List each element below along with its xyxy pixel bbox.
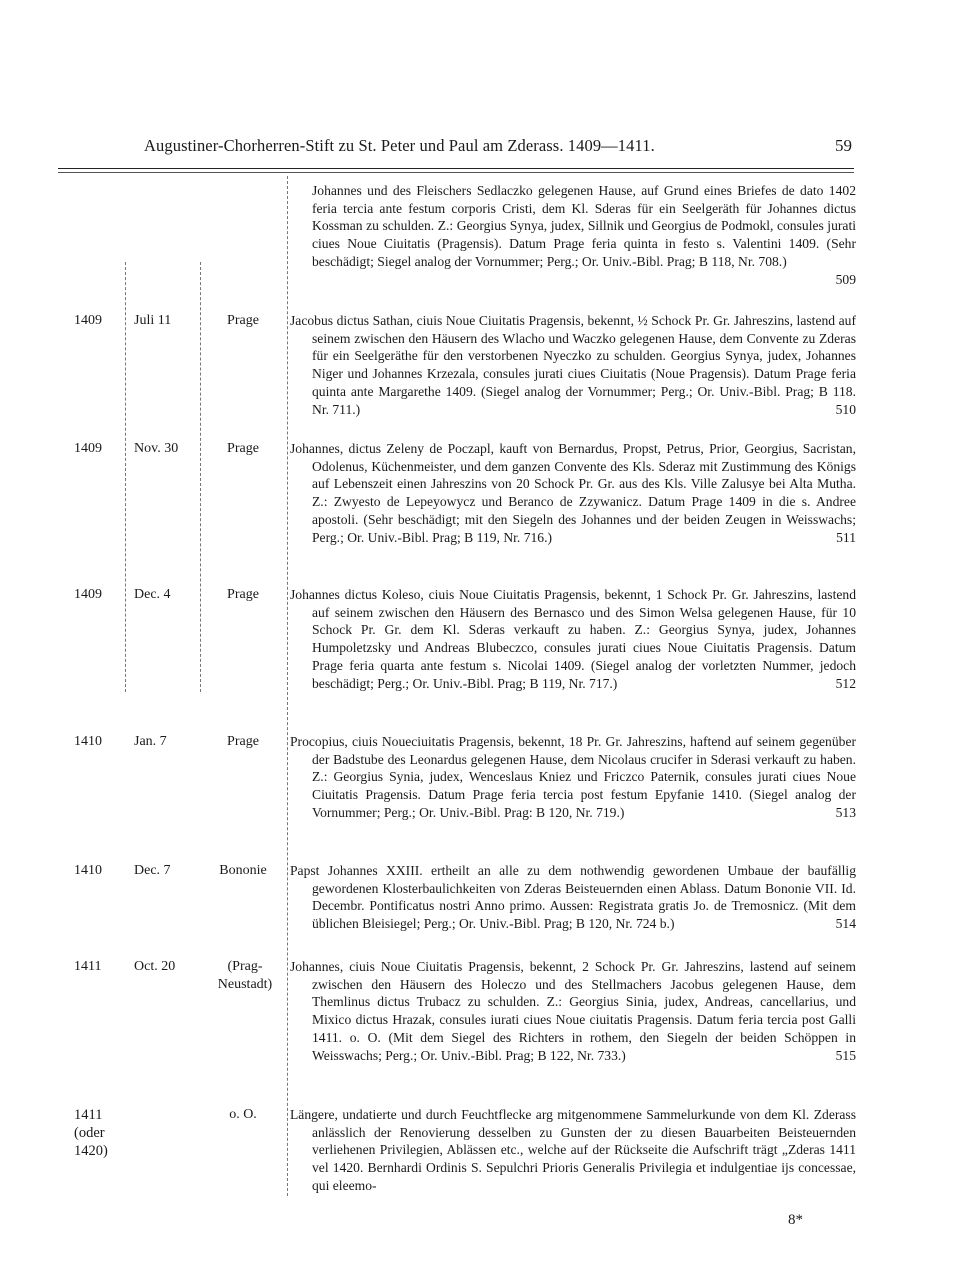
entry-place: Prage [227, 734, 259, 749]
entry-place: Bononie [219, 863, 267, 878]
entry-text: Johannes dictus Koleso, ciuis Noue Ciuitatis Pragensis, bekennt, 1 Schock Pr. Gr. Jahreszins, lastend auf seinem zwischen den Häusern des Bernasco und des Simon Welsa gelegenen Hause, für 10 Schock Pr. Gr. dem Kl. Sderas verkauft zu haben. Z.: Georgius Synya, judex, Johannes Humpoletzsky und Andreas Blubeczco, consules jurati ciues Noue Ciuitatis Pragensis. Datum Prage feria quarta ante festum s. Nicolai 1409. (Siegel analog der vorletzten Nummer, jedoch beschädigt; Perg.; Or. Univ.-Bibl. Prag; B 119, Nr. 717.) [290, 587, 856, 691]
running-title: Augustiner-Chorherren-Stift zu St. Peter und Paul am Zderass. 1409—1411. [144, 136, 655, 155]
header-rule-thin [58, 172, 854, 173]
entry-place: Prage [227, 313, 259, 328]
entry-year: 1409 [74, 313, 102, 328]
entry-number: 511 [836, 529, 856, 545]
entry-place: o. O. [229, 1107, 257, 1122]
signature-mark: 8* [788, 1212, 803, 1228]
entry-number: 512 [835, 675, 856, 691]
entry-number: 513 [835, 804, 856, 820]
entry-text: Johannes und des Fleischers Sedlaczko gelegenen Hause, auf Grund eines Briefes de dato 1402 feria tercia ante festum corporis Cristi, dem Kl. Sderas für ein Seelgeräth für Johannes dictus Kossman zu schulden. Z.: Georgius Synya, judex, Sillnik und Georgius de Podmokl, consules jurati ciues Noue Ciuitatis (Pragensis). Datum Prage feria quinta in festo s. Valentini 1409. (Sehr beschädigt; Siegel analog der Vornummer; Perg.; Or. Univ.-Bibl. Prag; B 118, Nr. 708.) [312, 183, 856, 269]
running-header [140, 136, 852, 160]
page-number: 59 [835, 136, 852, 155]
entry-number: 514 [835, 916, 856, 932]
entry-number: 515 [835, 1047, 856, 1063]
entry-place: (Prag-Neustadt) [217, 959, 273, 992]
entry-text: Johannes, dictus Zeleny de Poczapl, kauft von Bernardus, Propst, Petrus, Prior, Georgius, Sacristan, Odolenus, Küchenmeister, und dem ganzen Convente des Kls. Sderaz mit Zustimmung des Königs auf Lebenszeit einen Jahreszins von 20 Schock Pr. Gr. aus des Kls. Ville Zalusye bei Alta Mutha. Z.: Zwyesto de Lepeyowycz und Beranco de Zzywanicz. Datum Prage 1409 in die s. Andree apostoli. (Sehr beschädigt; mit den Siegeln des Johannes und der beiden Zeugen in Weisswachs; Perg.; Or. Univ.-Bibl. Prag; B 119, Nr. 716.) [290, 441, 856, 545]
entry-date: Dec. 4 [134, 587, 171, 602]
entry-year: 1410 [74, 734, 102, 749]
entry-date: Juli 11 [134, 313, 172, 328]
entry-year: 1409 [74, 587, 102, 602]
column-separator [200, 262, 201, 692]
entry-place: Prage [227, 441, 259, 456]
column-separator [287, 176, 288, 1196]
entry-text: Längere, undatierte und durch Feuchtflecke arg mitgenommene Sammelurkunde von dem Kl. Zderass anlässlich der Renovierung desselben zu Gunsten der zu diesen Bauarbeiten Beisteuernden verliehenen Privilegien, Ablässen etc., welche auf der Rückseite die Aufschrift trägt „Zderas 1411 vel 1420. Bernhardi Ordinis S. Sepulchri Prioris Generalis Privilegia et indulgentiae ijs concessae, qui eleemo- [290, 1107, 856, 1193]
entry-text: Papst Johannes XXIII. ertheilt an alle zu dem nothwendig gewordenen Umbaue der baufällig gewordenen Klosterbaulichkeiten von Zderas Beisteuernden einen Ablass. Datum Bononie VII. Id. Decembr. Pontificatus nostri Anno primo. Aussen: Registrata gratis Jo. de Tremosnicz. (Mit dem üblichen Bleisiegel; Perg.; Or. Univ.-Bibl. Prag; B 120, Nr. 724 b.) [290, 863, 856, 932]
entry-number: 509 [835, 271, 856, 287]
entry-text: Jacobus dictus Sathan, ciuis Noue Ciuitatis Pragensis, bekennt, ½ Schock Pr. Gr. Jahreszins, lastend auf seinem zwischen den Häusern des Wlacho und Waczko gelegenen Hause, dem Convente zu Zderas für ein Seelgeräthe für den verstorbenen Nyeczko zu schulden. Georgius Synya, judex, Johannes Niger und Johannes Krzezala, consules jurati ciues Ciuitatis (Noue Pragensis). Datum Prage feria quinta ante Margarethe 1409. (Siegel analog der Vornummer; Perg.; Or. Univ.-Bibl. Prag; B 118. Nr. 711.) [290, 313, 856, 417]
entry-date: Nov. 30 [134, 441, 179, 456]
column-separator [125, 262, 126, 692]
entry-year: 1409 [74, 441, 102, 456]
entry-year: 1411 [74, 959, 102, 974]
entry-text: Johannes, ciuis Noue Ciuitatis Pragensis, bekennt, 2 Schock Pr. Gr. Jahreszins, lastend auf seinem zwischen den Häusern des Holeczo und des Stellmachers Jacobus gelegenen Hause, dem Themlinus dictus Trubacz zu schulden. Z.: Georgius Sinia, judex, Andreas, cancellarius, und Mixico dictus Hrazak, consules iurati ciues Noue ciuitatis Pragensis. Datum feria tercia post Galli 1411. o. O. (Mit dem Siegel des Richters in rothem, den Siegeln der beiden Schöppen in Weisswachs; Perg.; Or. Univ.-Bibl. Prag; B 122, Nr. 733.) [290, 959, 856, 1063]
entry-date: Jan. 7 [134, 734, 167, 749]
entry-number: 510 [835, 401, 856, 417]
entry-text: Procopius, ciuis Noueciuitatis Pragensis, bekennt, 18 Pr. Gr. Jahreszins, haftend auf seinem gegenüber der Badstube des Leonardus gelegenen Hause, dem Nicolaus crucifer in Sderasi verkauft zu haben. Z.: Georgius Synia, judex, Wenceslaus Kniez und Friczco Paternik, consules jurati ciues Noue Ciuitatis Pragensis. Datum Prage feria tercia post festum Epyfanie 1410. (Siegel analog der Vornummer; Perg.; Or. Univ.-Bibl. Prag: B 120, Nr. 719.) [290, 734, 856, 820]
entry-year: 1411 (oder 1420) [74, 1107, 108, 1159]
entry-date: Dec. 7 [134, 863, 171, 878]
entry-date: Oct. 20 [134, 959, 176, 974]
header-rule [58, 168, 854, 169]
entry-place: Prage [227, 587, 259, 602]
entry-year: 1410 [74, 863, 102, 878]
